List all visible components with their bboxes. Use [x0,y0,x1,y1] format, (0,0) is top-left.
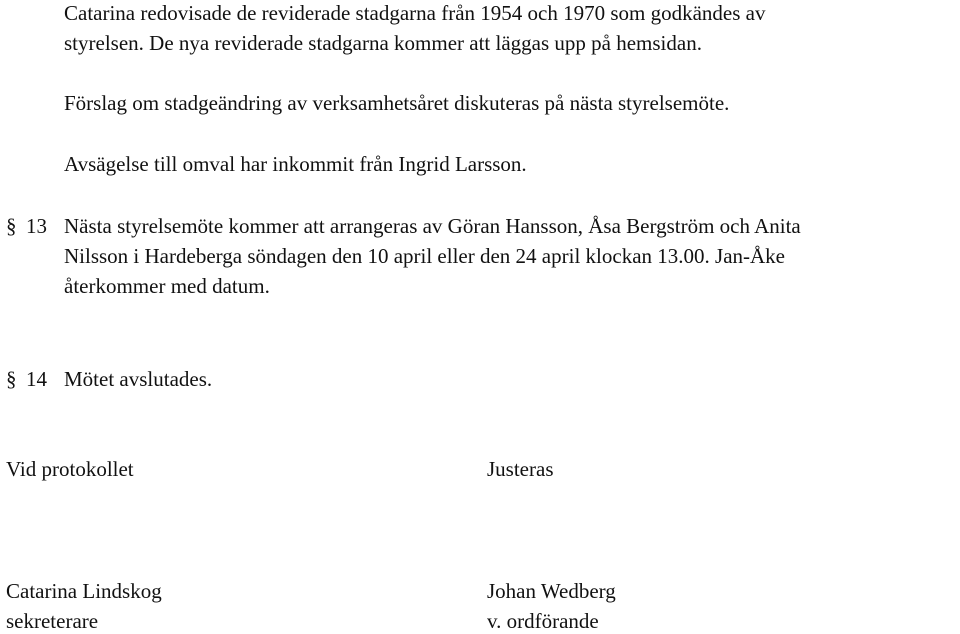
signature-right-heading: Justeras [487,457,554,481]
signature-right-role: v. ordförande [487,609,599,633]
paragraph-stadgar-line-2: styrelsen. De nya reviderade stadgarna kommer att läggas upp på hemsidan. [64,31,702,55]
section-13-line-2: Nilsson i Hardeberga söndagen den 10 april eller den 24 april klockan 13.00. Jan-Åke [64,244,785,268]
section-mark-13: § [6,214,17,238]
section-number-13: 13 [26,214,47,238]
signature-left-role: sekreterare [6,609,99,633]
signature-left-heading: Vid protokollet [6,457,134,481]
paragraph-avsagelse: Avsägelse till omval har inkommit från Ingrid Larsson. [64,152,527,176]
section-14-line-1: Mötet avslutades. [64,367,213,391]
section-13-line-3: återkommer med datum. [64,274,270,298]
section-13-line-1: Nästa styrelsemöte kommer att arrangeras av Göran Hansson, Åsa Bergström och Anita [64,214,801,238]
section-number-14: 14 [26,367,47,391]
paragraph-stadgar-line-1: Catarina redovisade de reviderade stadgarna från 1954 och 1970 som godkändes av [64,1,766,25]
signature-left-name: Catarina Lindskog [6,579,162,603]
section-mark-14: § [6,367,17,391]
paragraph-stadgeandring: Förslag om stadgeändring av verksamhetsåret diskuteras på nästa styrelsemöte. [64,91,730,115]
signature-right-name: Johan Wedberg [487,579,616,603]
